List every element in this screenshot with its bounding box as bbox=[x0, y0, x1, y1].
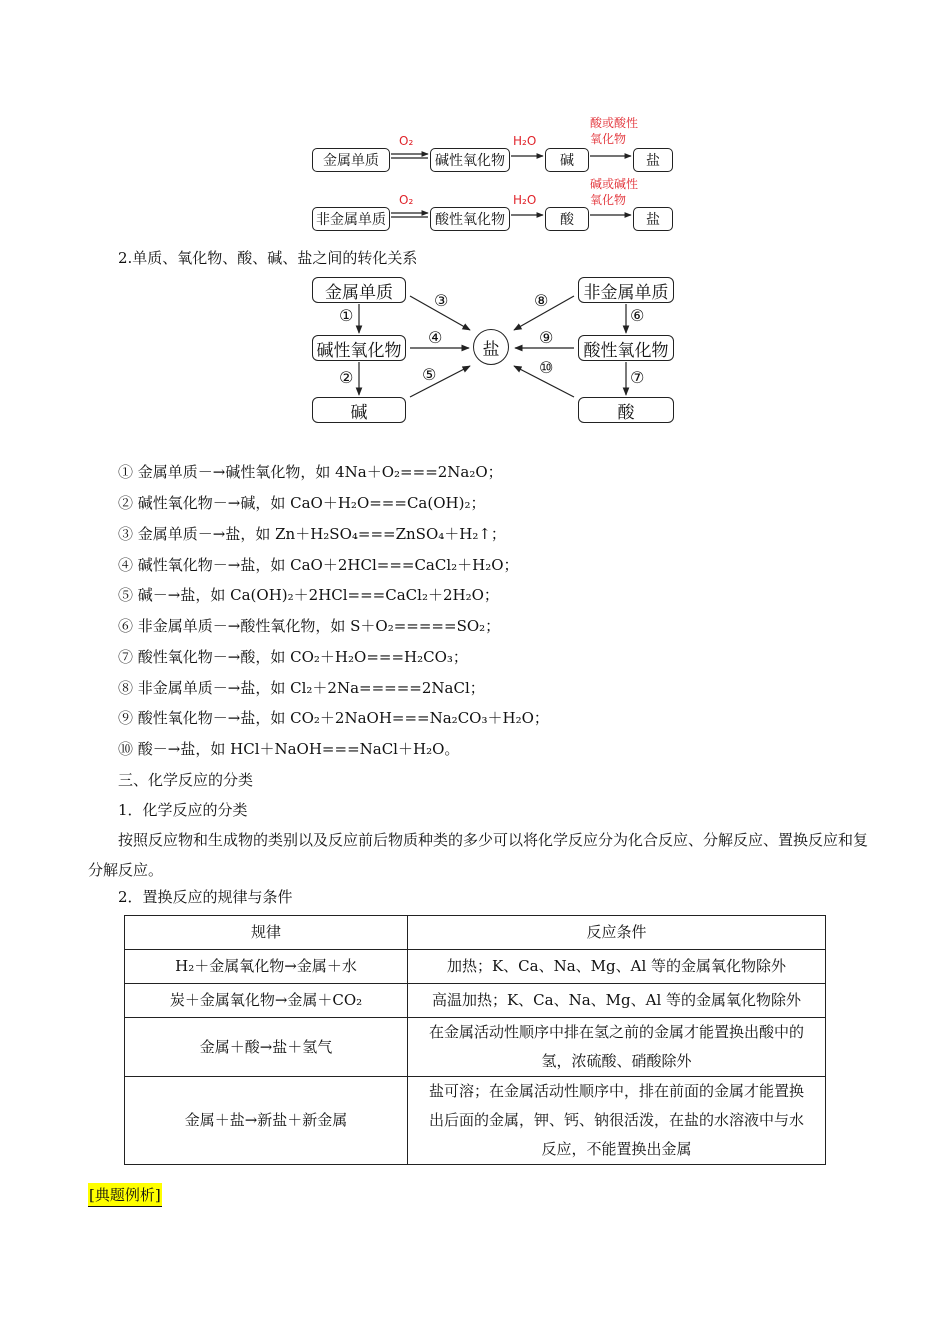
label-o2-row1: O₂ bbox=[399, 134, 414, 148]
reaction-text: 酸性氧化物－→盐，如 CO₂＋2NaOH===Na₂CO₃＋H₂O； bbox=[137, 709, 549, 727]
marker-8: ⑧ bbox=[534, 291, 549, 310]
reaction-num: ⑤ bbox=[118, 586, 134, 604]
marker-6: ⑥ bbox=[630, 306, 645, 325]
table-cell: 高温加热；K、Ca、Na、Mg、Al 等的金属氧化物除外 bbox=[408, 984, 826, 1018]
rel-node-base: 碱 bbox=[312, 397, 406, 423]
reaction-text: 碱性氧化物－→碱，如 CaO＋H₂O===Ca(OH)₂； bbox=[137, 494, 486, 512]
reaction-9 bbox=[118, 708, 549, 728]
label-h2o-row2: H₂O bbox=[513, 193, 537, 207]
reaction-num: ② bbox=[118, 494, 134, 512]
header-condition: 反应条件 bbox=[408, 916, 826, 950]
table-cell: 金属＋盐→新盐＋新金属 bbox=[125, 1077, 408, 1165]
reaction-3 bbox=[118, 524, 506, 544]
node-salt-1: 盐 bbox=[633, 148, 673, 172]
label-o2-row2: O₂ bbox=[399, 193, 414, 207]
reaction-4 bbox=[118, 555, 519, 575]
reaction-text: 非金属单质－→酸性氧化物，如 S＋O₂=====SO₂； bbox=[137, 617, 501, 635]
reaction-num: ⑧ bbox=[118, 679, 134, 697]
reaction-num: ④ bbox=[118, 556, 134, 574]
label-h2o-row1: H₂O bbox=[513, 134, 537, 148]
table-cell: 加热；K、Ca、Na、Mg、Al 等的金属氧化物除外 bbox=[408, 950, 826, 984]
reaction-num: ① bbox=[118, 463, 134, 481]
marker-9: ⑨ bbox=[539, 328, 554, 347]
reaction-1 bbox=[118, 462, 503, 482]
reaction-num: ⑦ bbox=[118, 648, 134, 666]
rel-node-acid: 酸 bbox=[578, 397, 674, 423]
relation-arrows bbox=[0, 260, 950, 440]
table-row bbox=[125, 1077, 826, 1165]
node-base: 碱 bbox=[545, 148, 589, 172]
label-acid-or-acidic-oxide bbox=[590, 115, 638, 147]
reaction-text: 金属单质－→碱性氧化物，如 4Na＋O₂===2Na₂O； bbox=[137, 463, 503, 481]
reaction-num: ③ bbox=[118, 525, 134, 543]
node-metal: 金属单质 bbox=[312, 148, 390, 172]
node-nonmetal: 非金属单质 bbox=[312, 207, 390, 231]
reaction-text: 非金属单质－→盐，如 Cl₂＋2Na=====2NaCl； bbox=[137, 679, 485, 697]
table-header-row bbox=[125, 916, 826, 950]
reaction-2 bbox=[118, 493, 485, 513]
reaction-6 bbox=[118, 616, 500, 636]
rel-node-salt: 盐 bbox=[473, 329, 509, 365]
table-row bbox=[125, 984, 826, 1018]
marker-4: ④ bbox=[428, 328, 443, 347]
node-acidic-oxide: 酸性氧化物 bbox=[430, 207, 510, 231]
rel-node-metal: 金属单质 bbox=[312, 277, 406, 303]
table-row bbox=[125, 1018, 826, 1077]
node-salt-2: 盐 bbox=[633, 207, 673, 231]
table-cell: 在金属活动性顺序中排在氢之前的金属才能置换出酸中的氢，浓硫酸、硝酸除外 bbox=[408, 1018, 826, 1077]
table-cell: 盐可溶；在金属活动性顺序中，排在前面的金属才能置换出后面的金属，钾、钙、钠很活泼，在盐的水溶液中与水反应，不能置换出金属 bbox=[408, 1077, 826, 1165]
section3-title: 三、化学反应的分类 bbox=[118, 771, 254, 789]
marker-10: ⑩ bbox=[539, 358, 554, 377]
reaction-num: ⑩ bbox=[118, 740, 134, 758]
marker-3: ③ bbox=[434, 291, 449, 310]
reaction-text: 酸－→盐，如 HCl＋NaOH===NaCl＋H₂O。 bbox=[137, 740, 460, 758]
reaction-7 bbox=[118, 647, 468, 667]
reaction-text: 碱性氧化物－→盐，如 CaO＋2HCl===CaCl₂＋H₂O； bbox=[137, 556, 519, 574]
marker-2: ② bbox=[339, 368, 354, 387]
node-acid: 酸 bbox=[545, 207, 589, 231]
header-rule: 规律 bbox=[125, 916, 408, 950]
sub1-title: 1．化学反应的分类 bbox=[118, 801, 248, 819]
top-diagram-arrows bbox=[0, 0, 950, 260]
red-label-1-line1: 酸或酸性 bbox=[590, 116, 639, 130]
reaction-text: 金属单质－→盐，如 Zn＋H₂SO₄===ZnSO₄＋H₂↑； bbox=[137, 525, 506, 543]
sub2-title: 2．置换反应的规律与条件 bbox=[118, 888, 293, 906]
rel-node-basic-oxide: 碱性氧化物 bbox=[312, 335, 406, 361]
table-row bbox=[125, 950, 826, 984]
reaction-text: 酸性氧化物－→酸，如 CO₂＋H₂O===H₂CO₃； bbox=[137, 648, 468, 666]
reaction-num: ⑥ bbox=[118, 617, 134, 635]
rel-node-acidic-oxide: 酸性氧化物 bbox=[578, 335, 674, 361]
table-cell: 金属＋酸→盐＋氢气 bbox=[125, 1018, 408, 1077]
replacement-rules-table bbox=[124, 915, 826, 1165]
table-cell: H₂＋金属氧化物→金属＋水 bbox=[125, 950, 408, 984]
marker-5: ⑤ bbox=[422, 365, 437, 384]
label-base-or-basic-oxide bbox=[590, 176, 638, 208]
sub1-body: 按照反应物和生成物的类别以及反应前后物质种类的多少可以将化学反应分为化合反应、分解反应、置换反应和复分解反应。 bbox=[88, 831, 869, 879]
section2-title: 2.单质、氧化物、酸、碱、盐之间的转化关系 bbox=[118, 249, 418, 267]
example-tag: [典题例析] bbox=[88, 1183, 162, 1207]
red-label-2-line1: 碱或碱性 bbox=[590, 177, 639, 191]
table-cell: 炭＋金属氧化物→金属＋CO₂ bbox=[125, 984, 408, 1018]
reaction-text: 碱－→盐，如 Ca(OH)₂＋2HCl===CaCl₂＋2H₂O； bbox=[137, 586, 499, 604]
marker-7: ⑦ bbox=[630, 368, 645, 387]
reaction-5 bbox=[118, 585, 499, 605]
red-label-1-line2: 氧化物 bbox=[590, 132, 627, 146]
node-basic-oxide: 碱性氧化物 bbox=[430, 148, 510, 172]
rel-node-nonmetal: 非金属单质 bbox=[578, 277, 674, 303]
red-label-2-line2: 氧化物 bbox=[590, 193, 627, 207]
marker-1: ① bbox=[339, 306, 354, 325]
reaction-num: ⑨ bbox=[118, 709, 134, 727]
reaction-10 bbox=[118, 739, 459, 759]
reaction-8 bbox=[118, 678, 485, 698]
